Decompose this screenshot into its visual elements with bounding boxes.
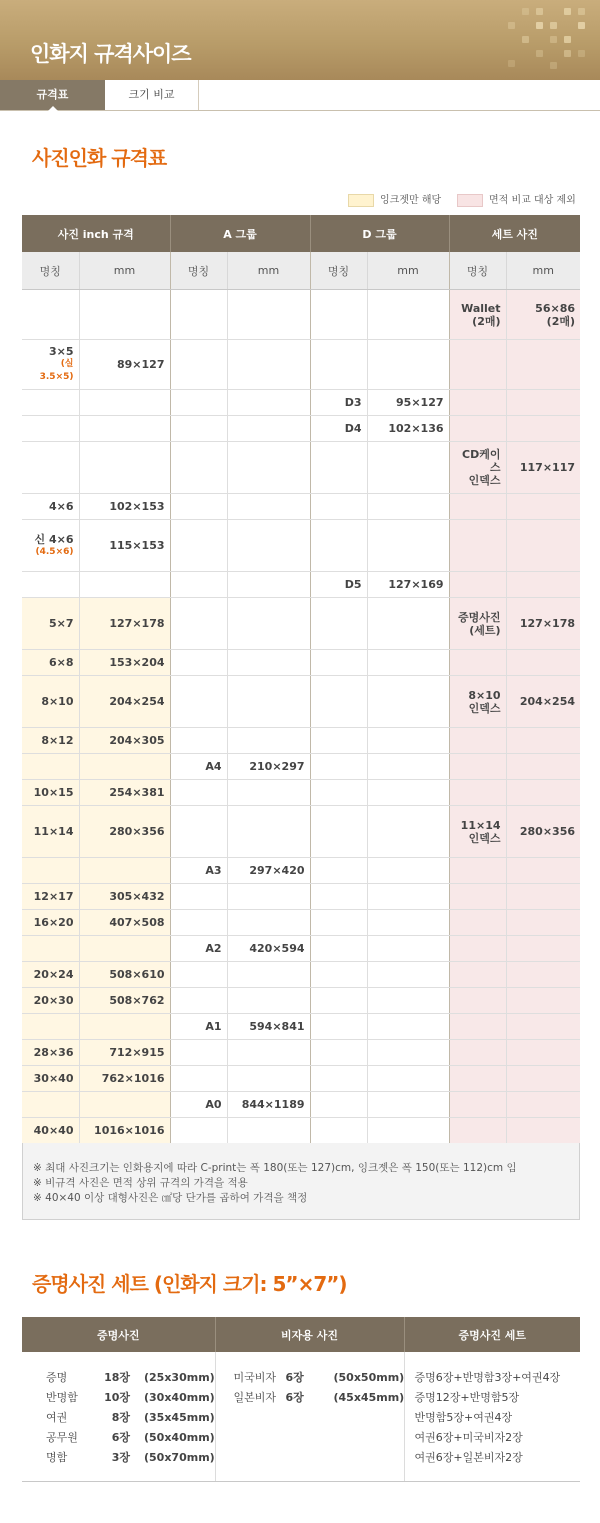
size-name-cell [310,598,367,650]
spec-row [22,884,580,910]
id-photo-item: 공무원 6장 (50x40mm) [46,1431,215,1444]
size-mm-cell [367,884,449,910]
size-mm-cell: 508×610 [79,962,170,988]
size-name-cell [170,416,227,442]
size-name-cell [449,988,506,1014]
size-mm-cell: 210×297 [227,754,310,780]
size-name-cell: A4 [170,754,227,780]
size-name-cell [170,884,227,910]
size-mm-cell [367,754,449,780]
size-name-cell [170,520,227,572]
notes-box [22,1143,580,1220]
group-header-d: D 그룹 [310,215,449,252]
size-mm-cell [367,858,449,884]
id-photo-set-item: 증명6장+반명함3장+여권4장 [414,1371,561,1384]
size-name-cell [310,936,367,962]
spec-row [22,1066,580,1092]
size-mm-cell: 117×117 [506,442,580,494]
size-mm-cell [227,1040,310,1066]
spec-row [22,806,580,858]
size-name-cell: 신 4×6 (4.5×6) [22,520,79,572]
size-name-cell [170,962,227,988]
size-mm-cell [227,390,310,416]
size-name-cell [170,442,227,494]
spec-row [22,728,580,754]
size-mm-cell [506,1118,580,1144]
size-name-cell: Wallet (2매) [449,290,506,340]
size-name-cell [170,572,227,598]
size-mm-cell: 204×305 [79,728,170,754]
size-mm-cell: 1016×1016 [79,1118,170,1144]
size-name-cell [449,962,506,988]
id-photo-set-item: 증명12장+반명함5장 [414,1391,520,1404]
subheader-mm: mm [79,252,170,290]
size-mm-cell [79,390,170,416]
size-name-cell [310,1118,367,1144]
size-mm-cell [367,1014,449,1040]
size-name-cell [449,572,506,598]
size-name-cell: 8×10 인덱스 [449,676,506,728]
size-mm-cell [367,1040,449,1066]
size-mm-cell [79,416,170,442]
size-name-cell [310,910,367,936]
spec-row [22,416,580,442]
size-name-cell: 6×8 [22,650,79,676]
size-mm-cell [506,728,580,754]
size-name-cell [170,988,227,1014]
size-name-cell: A0 [170,1092,227,1118]
spec-row [22,858,580,884]
size-name-cell [310,1014,367,1040]
actual-size-note: (4.5×6) [35,546,74,557]
size-name-cell [449,494,506,520]
id-photo-item: 반명함 10장 (30x40mm) [46,1391,215,1404]
size-name-cell [22,572,79,598]
id-photo-item: 증명 18장 (25x30mm) [46,1371,215,1384]
size-mm-cell [367,1092,449,1118]
note-line: ※ 40×40 이상 대형사진은 ㎠당 단가를 곱하여 가격을 책정 [33,1192,308,1204]
size-name-cell [170,290,227,340]
size-mm-cell [79,1092,170,1118]
size-mm-cell [506,340,580,390]
size-mm-cell [79,442,170,494]
id-photo-set-item: 여권6장+일본비자2장 [414,1451,523,1464]
group-header-inch: 사진 inch 규격 [22,215,170,252]
size-mm-cell [367,290,449,340]
size-mm-cell: 420×594 [227,936,310,962]
legend-excluded [457,191,576,207]
size-mm-cell [227,442,310,494]
size-name-cell [22,416,79,442]
size-name-cell [170,340,227,390]
size-mm-cell [367,910,449,936]
tab-spec-table[interactable]: 규격표 [0,80,105,110]
size-name-cell [310,728,367,754]
size-mm-cell [227,988,310,1014]
size-name-cell [310,650,367,676]
subheader-name: 명칭 [170,252,227,290]
header-id-photo-set: 증명사진 세트 [404,1317,580,1352]
size-name-cell [449,520,506,572]
size-mm-cell [367,598,449,650]
size-mm-cell [227,1118,310,1144]
size-mm-cell: 127×178 [79,598,170,650]
size-mm-cell [367,988,449,1014]
legend-inkjet [348,191,441,207]
size-name-cell [310,884,367,910]
size-mm-cell [367,442,449,494]
size-mm-cell [506,962,580,988]
size-mm-cell: 102×136 [367,416,449,442]
spec-row [22,572,580,598]
size-mm-cell [506,572,580,598]
id-photo-item: 명함 3장 (50x70mm) [46,1451,215,1464]
size-mm-cell: 127×169 [367,572,449,598]
legend-swatch-inkjet [348,194,374,207]
decorative-dots [502,4,592,74]
size-mm-cell: 280×356 [79,806,170,858]
size-mm-cell [367,676,449,728]
size-name-cell: 12×17 [22,884,79,910]
size-mm-cell [506,910,580,936]
spec-row [22,936,580,962]
subheader-name: 명칭 [310,252,367,290]
size-mm-cell [227,806,310,858]
size-mm-cell [506,416,580,442]
size-mm-cell [506,858,580,884]
id-photo-body-row [22,1352,580,1482]
size-mm-cell: 712×915 [79,1040,170,1066]
size-name-cell: A2 [170,936,227,962]
size-mm-cell: 102×153 [79,494,170,520]
size-mm-cell [506,936,580,962]
note-line: ※ 최대 사진크기는 인화용지에 따라 C-print는 폭 180(또는 127)cm, 잉크젯은 폭 150(또는 112)cm 임 [33,1162,517,1174]
size-name-cell [310,520,367,572]
size-mm-cell [506,1040,580,1066]
id-photo-set-item: 여권6장+미국비자2장 [414,1431,523,1444]
size-mm-cell [79,572,170,598]
id-photo-set-item: 반명함5장+여권4장 [414,1411,513,1424]
size-mm-cell: 508×762 [79,988,170,1014]
size-name-cell [449,1118,506,1144]
size-name-cell [310,494,367,520]
size-mm-cell: 762×1016 [79,1066,170,1092]
size-mm-cell [367,936,449,962]
size-name-cell [449,936,506,962]
size-name-cell [449,1092,506,1118]
legend-label-inkjet: 잉크젯만 해당 [380,195,442,206]
visa-photo-item: 일본비자 6장 (45x45mm) [233,1391,405,1404]
size-mm-cell: 297×420 [227,858,310,884]
spec-row [22,988,580,1014]
size-name-cell [22,290,79,340]
size-name-cell [310,806,367,858]
tab-bar [0,80,600,111]
size-name-cell [449,1014,506,1040]
size-mm-cell [227,520,310,572]
spec-row [22,676,580,728]
subheader-mm: mm [227,252,310,290]
size-name-cell [170,728,227,754]
size-name-cell: 40×40 [22,1118,79,1144]
id-photo-set-column [404,1352,580,1482]
spec-row [22,494,580,520]
spec-row [22,1014,580,1040]
size-name-cell [310,1066,367,1092]
subheader-name: 명칭 [22,252,79,290]
spec-subheader-row [22,252,580,290]
size-mm-cell: 127×178 [506,598,580,650]
size-name-cell [170,910,227,936]
size-mm-cell [506,754,580,780]
size-mm-cell: 844×1189 [227,1092,310,1118]
spec-row [22,650,580,676]
size-name-cell [310,754,367,780]
id-photo-table [22,1317,580,1482]
size-name-cell [22,1014,79,1040]
size-name-cell: A1 [170,1014,227,1040]
header-id-photo: 증명사진 [22,1317,215,1352]
spec-row [22,1092,580,1118]
spec-row [22,442,580,494]
actual-size-note: (실 3.5×5) [39,359,74,382]
id-photo-column [22,1352,215,1482]
size-name-cell [22,858,79,884]
spec-table-body [22,290,580,1144]
size-name-cell [170,676,227,728]
size-mm-cell [227,780,310,806]
size-mm-cell [227,572,310,598]
size-mm-cell: 305×432 [79,884,170,910]
size-mm-cell: 204×254 [506,676,580,728]
size-name-cell: D5 [310,572,367,598]
size-mm-cell: 407×508 [79,910,170,936]
size-name-cell: CD케이스 인덱스 [449,442,506,494]
size-mm-cell [506,494,580,520]
size-name-cell [170,1118,227,1144]
size-mm-cell: 89×127 [79,340,170,390]
size-name-cell [449,910,506,936]
size-mm-cell: 95×127 [367,390,449,416]
size-mm-cell [367,340,449,390]
size-mm-cell [227,598,310,650]
size-name-cell: 28×36 [22,1040,79,1066]
size-name-cell [22,754,79,780]
size-name-cell: 20×24 [22,962,79,988]
size-name-cell [310,442,367,494]
size-mm-cell [227,728,310,754]
size-name-cell [310,858,367,884]
size-mm-cell [367,780,449,806]
tab-size-compare[interactable]: 크기 비교 [105,80,199,110]
page-title: 인화지 규격사이즈 [30,42,191,66]
size-mm-cell: 153×204 [79,650,170,676]
size-name-cell [310,340,367,390]
size-mm-cell [506,1066,580,1092]
size-mm-cell: 280×356 [506,806,580,858]
size-name-cell: D3 [310,390,367,416]
size-name-cell [449,884,506,910]
size-name-cell: 16×20 [22,910,79,936]
size-name-cell [449,858,506,884]
size-name-cell [170,494,227,520]
size-name-cell: 증명사진 (세트) [449,598,506,650]
size-name-cell [449,728,506,754]
size-name-cell: 10×15 [22,780,79,806]
spec-row [22,1040,580,1066]
size-mm-cell [506,520,580,572]
subheader-mm: mm [367,252,449,290]
size-mm-cell [367,1118,449,1144]
visa-photo-column [215,1352,404,1482]
size-mm-cell [367,494,449,520]
size-mm-cell [227,910,310,936]
size-mm-cell [227,494,310,520]
spec-row [22,390,580,416]
size-name-cell [170,1040,227,1066]
spec-row [22,780,580,806]
size-mm-cell [506,780,580,806]
id-photo-header-row [22,1317,580,1352]
size-name-cell [310,1040,367,1066]
spec-row [22,520,580,572]
size-mm-cell [506,1014,580,1040]
size-mm-cell [506,988,580,1014]
size-mm-cell [506,1092,580,1118]
size-name-cell [170,806,227,858]
size-mm-cell [227,676,310,728]
legend-label-excluded: 면적 비교 대상 제외 [489,195,576,206]
size-mm-cell: 115×153 [79,520,170,572]
size-mm-cell [79,754,170,780]
size-name-cell [449,1040,506,1066]
size-name-cell: 3×5 (실 3.5×5) [22,340,79,390]
size-name-cell: 5×7 [22,598,79,650]
size-name-cell: A3 [170,858,227,884]
spec-group-header-row [22,215,580,252]
size-name-cell [449,340,506,390]
size-mm-cell [227,962,310,988]
size-name-cell [22,390,79,416]
size-name-cell: 4×6 [22,494,79,520]
size-name-cell [449,780,506,806]
legend-swatch-excluded [457,194,483,207]
size-mm-cell [367,806,449,858]
size-name-cell [170,780,227,806]
size-mm-cell [367,962,449,988]
spec-row [22,598,580,650]
size-mm-cell [227,340,310,390]
size-mm-cell [227,416,310,442]
spec-row [22,754,580,780]
spec-row [22,1118,580,1144]
size-mm-cell [506,390,580,416]
size-mm-cell [79,290,170,340]
size-mm-cell [506,884,580,910]
visa-photo-item: 미국비자 6장 (50x50mm) [233,1371,405,1384]
size-name-cell [310,1092,367,1118]
size-mm-cell [367,728,449,754]
size-name-cell: 30×40 [22,1066,79,1092]
size-name-cell: 11×14 [22,806,79,858]
size-name-cell [449,390,506,416]
size-mm-cell [227,884,310,910]
size-name-cell: 8×12 [22,728,79,754]
size-mm-cell: 56×86 (2매) [506,290,580,340]
size-name-cell [449,1066,506,1092]
header-visa-photo: 비자용 사진 [215,1317,404,1352]
id-photo-item: 여권 8장 (35x45mm) [46,1411,215,1424]
spec-row [22,910,580,936]
size-mm-cell [227,1066,310,1092]
size-mm-cell [367,650,449,676]
size-mm-cell [227,290,310,340]
size-mm-cell [79,1014,170,1040]
size-name-cell [22,1092,79,1118]
subheader-mm: mm [506,252,580,290]
spec-row [22,290,580,340]
size-name-cell [310,290,367,340]
size-name-cell [22,442,79,494]
size-name-cell [449,754,506,780]
size-name-cell [449,416,506,442]
size-name-cell: 20×30 [22,988,79,1014]
size-name-cell: D4 [310,416,367,442]
size-mm-cell [79,858,170,884]
group-header-set: 세트 사진 [449,215,580,252]
size-name-cell [22,936,79,962]
size-mm-cell [227,650,310,676]
size-mm-cell [367,1066,449,1092]
size-name-cell: 8×10 [22,676,79,728]
page-header [0,0,600,80]
subheader-name: 명칭 [449,252,506,290]
size-name-cell: 11×14 인덱스 [449,806,506,858]
size-mm-cell: 204×254 [79,676,170,728]
size-name-cell [170,598,227,650]
size-name-cell [310,676,367,728]
spec-row [22,340,580,390]
note-line: ※ 비규격 사진은 면적 상위 규격의 가격을 적용 [33,1177,248,1189]
size-mm-cell [506,650,580,676]
size-name-cell [310,988,367,1014]
size-mm-cell [79,936,170,962]
spec-row [22,962,580,988]
section-title-spec: 사진인화 규격표 [32,146,167,170]
size-name-cell [310,780,367,806]
group-header-a: A 그룹 [170,215,310,252]
size-mm-cell: 254×381 [79,780,170,806]
size-mm-cell: 594×841 [227,1014,310,1040]
spec-table [22,215,580,1144]
size-name-cell [310,962,367,988]
size-name-cell [170,390,227,416]
size-mm-cell [367,520,449,572]
section-title-id-photo: 증명사진 세트 (인화지 크기: 5”×7”) [32,1272,347,1296]
size-name-cell [449,650,506,676]
size-name-cell [170,1066,227,1092]
size-name-cell [170,650,227,676]
